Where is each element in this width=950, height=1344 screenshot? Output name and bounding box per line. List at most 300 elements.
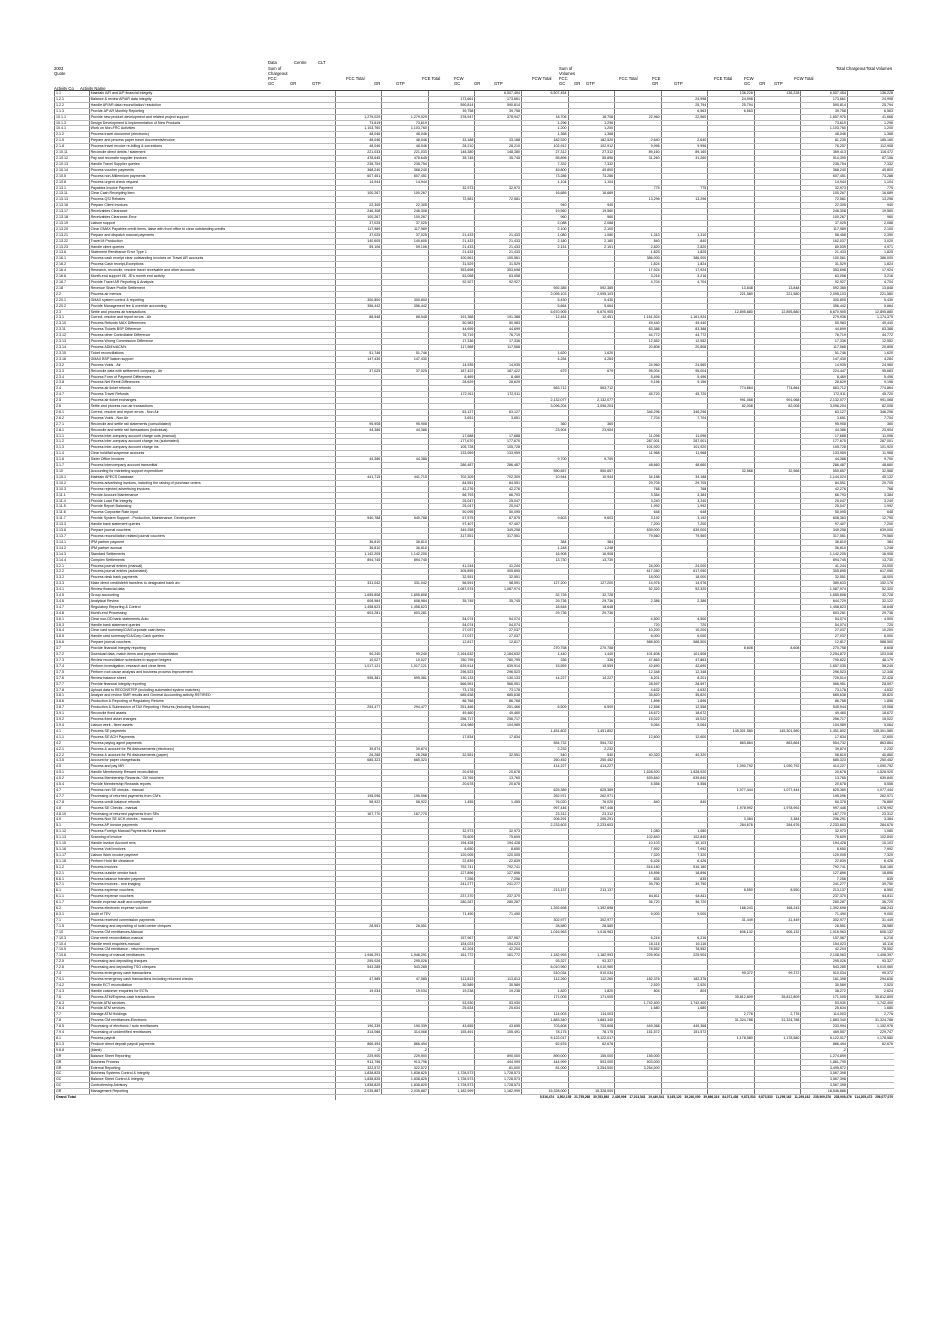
activity-code: 2.3.16 [55,356,90,362]
value-cell: 50,095 [428,510,475,516]
value-cell: 18,648 [568,604,615,610]
value-cell: 45,720 [847,392,894,398]
activity-name: Handle client queries [89,244,335,250]
value-cell: 27,312 [568,150,615,156]
value-cell: 550,657 [521,469,568,475]
value-cell: 1,824 [847,262,894,268]
value-cell: 1,080 [568,232,615,238]
value-cell: 168,243 [708,906,755,912]
value-cell: 11,096 [615,433,662,439]
value-cell: 177,670 [428,439,475,445]
value-cell: 35,812,809 [708,994,755,1000]
value-cell: 639,914 [428,663,475,669]
activity-code: 3.7.7 [55,681,90,687]
activity-code: 6.2 [55,906,90,912]
value-cell: 35,820 [847,693,894,699]
value-cell: 40,860 [847,752,894,758]
value-cell: 78,552 [661,947,708,953]
activity-code: 3.13.3 [55,522,90,528]
activity-name: Process inter-company account charge ins (automated) [89,439,335,445]
value-cell: 2,100 [521,226,568,232]
value-cell: 32,551 [475,752,522,758]
value-cell: 49,800 [568,167,615,173]
value-cell: 36,810 [335,539,382,545]
value-cell: 161,772 [475,953,522,959]
activity-code: GR [55,1065,90,1071]
value-cell: 256,717 [428,717,475,723]
value-cell: 28,580 [521,923,568,929]
grand-total-value: 235,909,376 [833,1095,852,1100]
value-cell: 71,490 [428,911,475,917]
value-cell: 66,793 [475,492,522,498]
vol-group-fcw-total: FCW Total [794,76,814,81]
value-cell: 18,672 [661,711,708,717]
value-cell: 36,810 [382,539,429,545]
value-cell: 449,368 [615,1024,662,1030]
value-cell: 449,368 [661,1024,708,1030]
activity-code: 2.16.2 [55,262,90,268]
value-cell: 35,745 [428,598,475,604]
activity-name: Travel M Production [89,238,335,244]
value-cell: 1,090,792 [708,764,755,770]
value-cell: 14,944 [382,179,429,185]
value-cell: 190,339 [335,1024,382,1030]
activity-name: Prepare journal vouchers [89,528,335,534]
value-cell: 8,201 [615,675,662,681]
activity-name: Process payroll [89,1036,335,1042]
activity-name: GMAX BSP liaison support [89,356,335,362]
value-cell: 12,552 [615,339,662,345]
activity-code: 7.10 [55,929,90,935]
value-cell: 20,808 [615,344,662,350]
value-cell: 117,568 [428,344,475,350]
value-cell: 7,992 [661,847,708,853]
value-cell: 5,556 [661,782,708,788]
value-cell: 1,017,121 [382,663,429,669]
value-cell: 1,728,573 [428,1077,475,1083]
value-cell: 702,309 [475,474,522,480]
value-cell: 16,689 [521,191,568,197]
value-cell: 35,745 [475,598,522,604]
value-cell: 774,864 [708,386,755,392]
value-cell: 44,386 [801,457,848,463]
activity-name: Liaison work - fixed assets [89,722,335,728]
value-cell: 25,047 [801,498,848,504]
activity-code: 7.4 [55,971,90,977]
activity-code: 2.20.1 [55,297,90,303]
value-cell: 23,904 [568,427,615,433]
value-cell: 384 [521,539,568,545]
value-cell: 225,904 [615,953,662,959]
value-cell: 9,700 [847,457,894,463]
activity-code: 2.20.2 [55,303,90,309]
value-cell: 5,064 [661,722,708,728]
value-cell: 21,433 [428,244,475,250]
value-cell: 5,122,017 [568,1036,615,1042]
value-cell: 9,000 [847,911,894,917]
value-cell: 15,328,000 [521,1089,568,1095]
value-cell: 7,200 [615,522,662,528]
activity-name: Process emergency cash transactions including returned checks [89,976,335,982]
value-cell: 2,233,603 [568,823,615,829]
value-cell: 775 [661,185,708,191]
value-cell: 89,160 [615,150,662,156]
value-cell: 75,609 [475,835,522,841]
activity-code: 3.10.2 [55,480,90,486]
activity-code: 6.1 [55,888,90,894]
value-cell: 346,296 [661,409,708,415]
activity-code: 2.3.13 [55,339,90,345]
value-cell: 414,227 [801,764,848,770]
value-cell: 26,268 [382,752,429,758]
value-cell: 4,704 [847,280,894,286]
value-cell: 296,523 [801,669,848,675]
value-cell: 639,840 [661,776,708,782]
value-cell: 20,678 [801,770,848,776]
value-cell: 317,551 [428,533,475,539]
value-cell: 32,551 [801,575,848,581]
activity-name: Make direct credit/debit transfers to designated bank a/c [89,581,335,587]
value-cell: 64,811 [661,894,708,900]
activity-name: Provide Membership Rewards reports [89,782,335,788]
activity-name: Process Wrong Commission Difference [89,339,335,345]
value-cell: 22,305 [382,203,429,209]
activity-name: Handle invoice Account recs [89,841,335,847]
value-cell: 10,103 [847,841,894,847]
quote-label: Quote [54,71,66,76]
pivot-rows [55,91,895,1100]
value-cell: 1,368 [847,132,894,138]
value-cell: 2,180 [568,238,615,244]
value-cell: 3,020 [847,238,894,244]
value-cell: 63,127 [475,409,522,415]
activity-name: Process credit balance refunds [89,799,335,805]
value-cell: 50,095 [475,510,522,516]
activity-name: Production & Reporting of Regulatory Returns [89,699,335,705]
value-cell: 14,976 [661,581,708,587]
activity-name: Process CM remittance - returned cheques [89,947,335,953]
value-cell: 13,296 [661,197,708,203]
value-cell: 1,200 [847,126,894,132]
value-cell: 22,839 [801,858,848,864]
filter-centre-value[interactable]: CLT [318,60,326,65]
value-cell: 514,390 [801,155,848,161]
value-cell: 284,676 [847,823,894,829]
activity-name: Handle Travel Supplier queries [89,161,335,167]
value-cell: 73,619 [801,120,848,126]
value-cell: 840 [615,238,662,244]
value-cell: 3,495,572 [801,1065,848,1071]
value-cell: 863,864 [708,740,755,746]
value-cell: 768 [661,486,708,492]
value-cell: 19,560 [568,209,615,215]
value-cell: 82,008 [847,404,894,410]
value-cell: 9,700 [521,457,568,463]
value-cell: 353,698 [801,268,848,274]
value-cell: 607,451 [801,173,848,179]
value-cell: 3,216 [847,274,894,280]
activity-code: 3.1.1 [55,433,90,439]
value-cell: 32,568 [847,469,894,475]
activity-name: Business Process [89,1059,335,1065]
value-cell: 295,026 [382,959,429,965]
value-cell: 3,651 [475,415,522,421]
value-cell: 360 [521,421,568,427]
value-cell: 4,971 [847,244,894,250]
value-cell: 48,660 [615,463,662,469]
value-cell: 18,896 [847,870,894,876]
value-cell: 168,243 [847,906,894,912]
value-cell: 161,772 [428,953,475,959]
value-cell: 250,452 [521,758,568,764]
value-cell: 35,812,809 [847,994,894,1000]
value-cell: 120,005 [428,852,475,858]
value-cell: 270,758 [521,646,568,652]
value-cell: 21,433 [475,232,522,238]
value-cell: 1,104 [568,179,615,185]
value-cell: 6,010,960 [847,965,894,971]
value-cell: 67,575 [428,516,475,522]
value-cell: 10,103 [661,841,708,847]
value-cell: 9,156 [847,380,894,386]
value-cell: 3,384 [708,817,755,823]
activity-name: Process and pay MR [89,764,335,770]
activity-code: 3.11.5 [55,504,90,510]
value-cell: 1,077,444 [847,787,894,793]
activity-code: 3.1.4 [55,451,90,457]
value-cell: 48,660 [661,463,708,469]
value-cell: 47,863 [615,658,662,664]
value-cell: 16,908 [847,551,894,557]
value-cell: 44,772 [661,333,708,339]
value-cell: 31,324,788 [847,1018,894,1024]
activity-code: 2.10.14 [55,167,90,173]
value-cell: 384 [568,539,615,545]
value-cell: 54,074 [428,622,475,628]
value-cell: 40,320 [615,752,662,758]
value-cell: 863,864 [754,740,801,746]
value-cell: 997,446 [521,805,568,811]
value-cell: 31,260 [661,155,708,161]
activity-code: 6.1.7 [55,900,90,906]
value-cell: 31,449 [754,917,801,923]
value-cell: 2,088 [521,220,568,226]
value-cell: 45,132 [847,474,894,480]
value-cell: 1,310 [615,232,662,238]
value-cell: 2,820 [615,244,662,250]
value-cell: 73,178 [801,687,848,693]
value-cell: 768 [847,486,894,492]
value-cell: 52,320 [847,587,894,593]
grand-total-value: 114,205,472 [854,1095,873,1100]
value-cell: 1,080 [615,829,662,835]
value-cell: 1,080 [661,829,708,835]
value-cell: 7,320 [661,852,708,858]
value-cell: 172,911 [428,392,475,398]
value-cell: 24,000 [615,563,662,569]
value-cell: 617,050 [615,569,662,575]
value-cell: 6,426 [615,858,662,864]
value-cell: 86,768 [475,699,522,705]
value-cell: 206,291 [801,817,848,823]
value-cell: 12,600 [661,734,708,740]
value-cell: 229,747 [847,1030,894,1036]
activity-name: Business Systems Control & Integrity [89,1071,335,1077]
value-cell: 39,874 [382,746,429,752]
value-cell: 516,180 [847,864,894,870]
activity-code: 3.9.1 [55,711,90,717]
value-cell: 6,507,454 [521,91,568,96]
activity-name: Process Tickets BSP Difference [89,327,335,333]
activity-code: 2.13.18 [55,215,90,221]
activity-name: Review balance sheet [89,675,335,681]
value-cell: 53,930 [428,1000,475,1006]
value-cell: 3,384 [847,492,894,498]
activity-name: Process air ticket refunds [89,386,335,392]
value-cell: 117,568 [475,344,522,350]
value-cell: 3,384 [847,817,894,823]
value-cell: 171,005 [801,994,848,1000]
value-cell: 25,794 [661,102,708,108]
value-cell: 22,305 [801,203,848,209]
value-cell: 1,077,444 [708,787,755,793]
value-cell: 6,426 [661,858,708,864]
value-cell: 386,000 [847,256,894,262]
value-cell: 840 [615,799,662,805]
value-cell: 550,657 [568,469,615,475]
value-cell: 6,216 [615,935,662,941]
value-cell: 36,720 [661,900,708,906]
value-cell: 28,551 [335,923,382,929]
value-cell: 7,256 [801,876,848,882]
value-cell: 105,728 [801,445,848,451]
value-cell: 3,096,204 [801,404,848,410]
activity-code: 2.6.1 [55,409,90,415]
value-cell: 78,552 [615,947,662,953]
value-cell: 92,927 [801,280,848,286]
value-cell: 12,558 [661,705,708,711]
value-cell: 1,655,808 [382,593,429,599]
value-cell: 1,838,825 [382,1077,429,1083]
value-cell: 5,664 [847,303,894,309]
value-cell: 2,640 [661,138,708,144]
value-cell: 19,034 [335,988,382,994]
activity-code: 2.13.11 [55,191,90,197]
value-cell: 3,567,398 [801,1071,848,1077]
value-cell: 194,428 [428,841,475,847]
value-cell: 2,520 [661,982,708,988]
value-cell: 1,392,698 [568,906,615,912]
activity-name: Processing of electronic / auto remittances [89,1024,335,1030]
activity-code: 4.9 [55,817,90,823]
value-cell: 20,678 [801,782,848,788]
activity-name: Process rejected advertising invoices [89,486,335,492]
value-cell: 1,274,899 [801,1053,848,1059]
grand-total-value: 19,440,541 [648,1095,665,1100]
value-cell: 12,817 [428,640,475,646]
value-cell: 100,267 [335,215,382,221]
activity-code: 2.3.4 [55,374,90,380]
value-cell: 7,332 [847,161,894,167]
activity-code: 3.10.1 [55,474,90,480]
value-cell: 305,895 [428,569,475,575]
value-cell: 360 [847,421,894,427]
value-cell: 221,033 [335,150,382,156]
value-cell: 83,388 [847,327,894,333]
value-cell: 6,216 [847,935,894,941]
value-cell: 23,312 [847,811,894,817]
value-cell: 1,742,400 [847,1000,894,1006]
value-cell: -2 [335,1047,382,1053]
value-cell: 6,010,960 [521,965,568,971]
value-cell: 1,142,205 [382,551,429,557]
value-cell: 10,200 [847,628,894,634]
activity-name: Review reconciliation schedules to support ledgers [89,658,335,664]
value-cell: 21,433 [475,238,522,244]
value-cell: 18,896 [615,870,662,876]
activity-code: 7.10.6 [55,953,90,959]
activity-name: Process cash receipt clear outstanding invoices on Travel AR accounts [89,256,335,262]
activity-name: Process inter-company account charge outs (manual) [89,433,335,439]
activity-code: 2.1.5 [55,138,90,144]
value-cell: 18,706 [521,114,568,120]
activity-code: 3.1.7 [55,463,90,469]
value-cell: 14,227 [521,675,568,681]
activity-name: Process journal entries (manual) [89,563,335,569]
value-cell: 39,874 [335,746,382,752]
value-cell: 606,132 [754,929,801,935]
activity-name: Process CM remittances-Manual [89,929,335,935]
value-cell: 41,244 [475,563,522,569]
activity-name: Liaison Work invoice payment [89,852,335,858]
value-cell: 43,655 [428,1024,475,1030]
activity-name: Handle AP/AR data reconciliation/ resolution [89,102,335,108]
value-cell: 75,609 [428,835,475,841]
value-cell: 6,509 [521,705,568,711]
activity-code: 3.9.2 [55,717,90,723]
activity-name: Balance Sheet Reporting [89,1053,335,1059]
value-cell: 32,973 [428,829,475,835]
value-cell: 173,661 [475,96,522,102]
sub-gr-3: GR [474,81,481,86]
value-cell: 1,825 [615,250,662,256]
value-cell: 607,451 [335,173,382,179]
value-cell: 117,989 [382,226,429,232]
value-cell: 12,895,880 [847,309,894,315]
activity-code: 2.16.6 [55,274,90,280]
activity-code: 2.13.13 [55,197,90,203]
value-cell: 213,137 [801,888,848,894]
value-cell: 20,678 [475,782,522,788]
activity-name: Process Voids - Non Air [89,415,335,421]
value-cell: 151,572 [661,1030,708,1036]
value-cell: 101,920 [615,445,662,451]
activity-code: 5.1.13 [55,835,90,841]
value-cell: 44,386 [382,457,429,463]
value-cell: 49,440 [615,321,662,327]
value-cell: 97,407 [475,522,522,528]
value-cell: 835 [615,876,662,882]
activity-code: 3.1.3 [55,445,90,451]
value-cell: 1,992 [661,504,708,510]
activity-name: Perform root cause analysis and business process improvement [89,669,335,675]
value-cell: 792,741 [801,864,848,870]
value-cell: 27,037 [801,628,848,634]
value-cell: 82,008 [754,404,801,410]
activity-code: 2.3 [55,309,90,315]
value-cell: 76,719 [801,333,848,339]
value-cell: 102,840 [615,835,662,841]
